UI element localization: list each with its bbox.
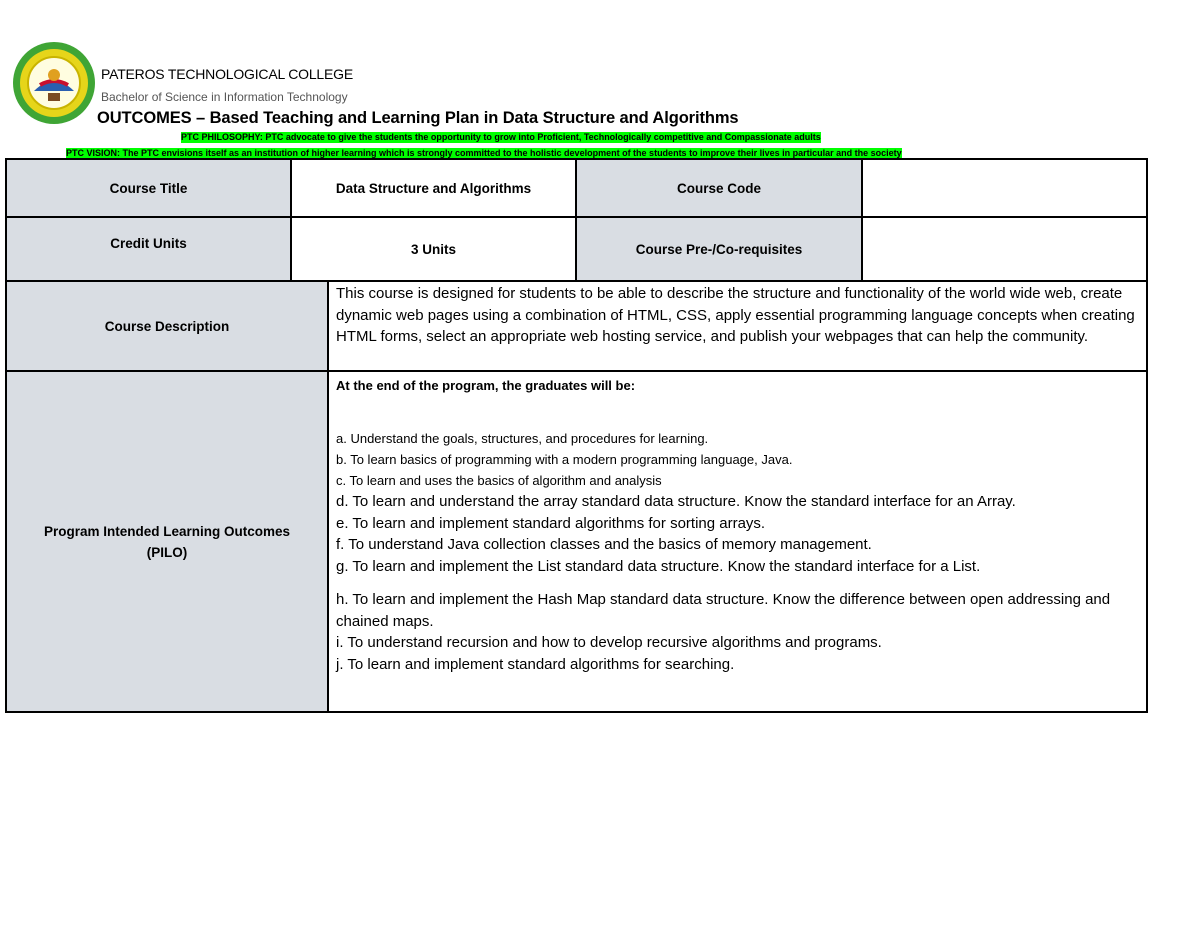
program-name: Bachelor of Science in Information Technology <box>101 90 348 104</box>
course-description-label: Course Description <box>7 282 327 370</box>
course-title-value: Data Structure and Algorithms <box>335 180 532 196</box>
course-code-label: Course Code <box>577 160 861 216</box>
course-description-text: This course is designed for students to be able to describe the structure and functionality of the world wide web, create dynamic web pages using a combination of HTML, CSS, apply essential programming language concepts when creating HTML forms, select an appropriate web hosting service, and publish your webpages that can help the community. <box>336 285 1135 345</box>
list-item: f. To understand Java collection classes and the basics of memory management. <box>336 536 872 553</box>
list-item: e. To learn and implement standard algorithms for sorting arrays. <box>336 514 766 532</box>
list-item: j. To learn and implement standard algorithms for searching. <box>336 655 735 673</box>
credit-units-label: Credit Units <box>7 218 290 280</box>
credit-units-value: 3 Units <box>410 241 456 257</box>
list-item: g. To learn and implement the List standard data structure. Know the standard interface for a List. <box>336 557 981 575</box>
college-name: PATEROS TECHNOLOGICAL COLLEGE <box>101 66 353 82</box>
prereq-label: Course Pre-/Co-requisites <box>577 218 861 280</box>
list-item: c. To learn and uses the basics of algorithm and analysis <box>336 473 662 488</box>
prereq-value <box>863 218 1146 280</box>
list-item: h. To learn and implement the Hash Map standard data structure. Know the difference between open addressing and chained maps. <box>336 591 1111 630</box>
list-item: b. To learn basics of programming with a modern programming language, Java. <box>336 452 793 467</box>
ptc-vision: PTC VISION: The PTC envisions itself as an institution of higher learning which is strongly committed to the holistic development of the students to improve their lives in particular and the society <box>66 148 902 158</box>
course-code-value <box>863 160 1146 216</box>
list-item: i. To understand recursion and how to develop recursive algorithms and programs. <box>336 634 882 651</box>
pilo-list <box>336 428 1136 675</box>
col-divider <box>575 158 577 282</box>
pilo-intro: At the end of the program, the graduates will be: <box>336 378 636 393</box>
col-divider <box>290 158 292 282</box>
pilo-label: Program Intended Learning Outcomes (PILO) <box>7 372 327 711</box>
college-seal-logo <box>12 41 96 125</box>
ptc-philosophy: PTC PHILOSOPHY: PTC advocate to give the students the opportunity to grow into Proficient, Technologically competitive and Compassionate adults <box>181 132 821 142</box>
list-item: a. Understand the goals, structures, and procedures for learning. <box>336 431 709 446</box>
col-divider <box>861 158 863 282</box>
list-item: d. To learn and understand the array standard data structure. Know the standard interface for an Array. <box>336 493 1016 510</box>
document-title: OUTCOMES – Based Teaching and Learning Plan in Data Structure and Algorithms <box>97 109 739 127</box>
col-divider <box>327 280 329 713</box>
course-title-label: Course Title <box>7 160 290 216</box>
